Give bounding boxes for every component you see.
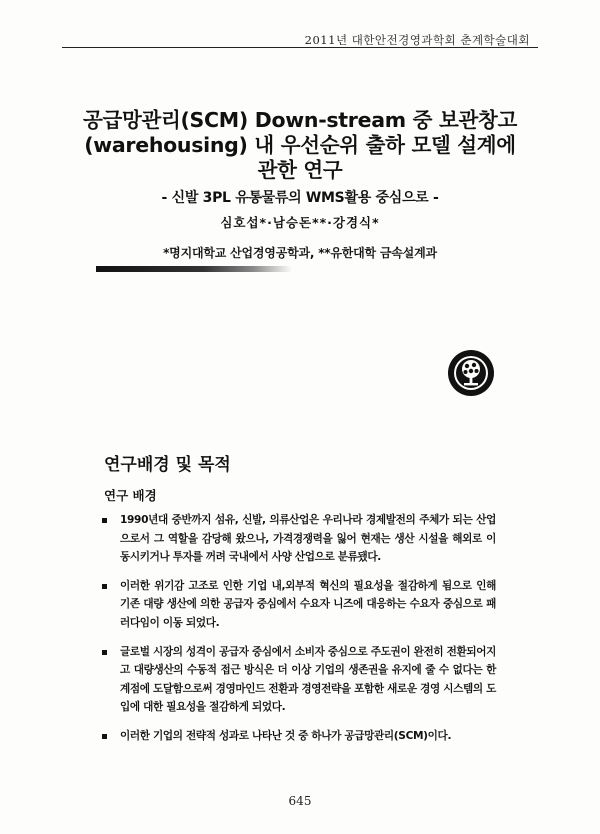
- title-line-3: 관한 연구: [257, 158, 343, 182]
- bullet-text: 글로벌 시장의 성격이 공급자 중심에서 소비자 중심으로 주도권이 완전히 전환되어지고 대량생산의 수동적 접근 방식은 더 이상 기업의 생존권을 유지에 줄 수 없다는 한계점에 도달함으로써 경영마인드 전환과 경영전략을 포함한 새로운 경영 시스템의 도입에 대한 필요성을 절감하게 되었다.: [120, 645, 496, 714]
- subtitle: - 신발 3PL 유통물류의 WMS활용 중심으로 -: [161, 190, 439, 206]
- bullet-marker: [102, 650, 107, 655]
- affiliations: *명지대학교 산업경영공학과, **유한대학 금속설계과: [163, 246, 437, 260]
- page-number: 645: [288, 794, 312, 808]
- title-line-1: 공급망관리(SCM) Down-stream 중 보관창고: [82, 108, 518, 132]
- title-block: [60, 108, 540, 207]
- bullet-marker: [102, 518, 107, 523]
- decorative-bar: [96, 266, 292, 272]
- bullet-marker: [102, 734, 107, 739]
- author-list: 심호섭*·남승돈**·강경식*: [220, 215, 380, 230]
- university-emblem-icon: [447, 349, 495, 397]
- bullet-text: 이러한 기업의 전략적 성과로 나타난 것 중 하나가 공급망관리(SCM)이다.: [120, 729, 452, 742]
- bullet-item: [100, 643, 496, 717]
- header-rule: [62, 47, 538, 48]
- sub-heading: 연구 배경: [104, 488, 157, 503]
- bullet-marker: [102, 584, 107, 589]
- bullet-text: 1990년대 중반까지 섬유, 신발, 의류산업은 우리나라 경제발전의 주체가 되는 산업으로서 그 역할을 감당해 왔으나, 가격경쟁력을 잃어 현재는 생산 시설을 해외로 이동시키거나 투자를 꺼려 국내에서 사양 산업으로 분류됐다.: [120, 514, 496, 564]
- bullet-item: [100, 511, 496, 567]
- title-line-2: (warehousing) 내 우선순위 출하 모델 설계에: [84, 133, 516, 157]
- bullet-item: [100, 577, 496, 633]
- bullet-text: 이러한 위기감 고조로 인한 기업 내,외부적 혁신의 필요성을 절감하게 됨으로 인해 기존 대량 생산에 의한 공급자 중심에서 수요자 니즈에 대응하는 수요자 중심으로 패러다임이 이동 되었다.: [120, 579, 496, 629]
- section-title: 연구배경 및 목적: [104, 455, 231, 475]
- running-header: 2011년 대한안전경영과학회 춘계학술대회: [304, 33, 530, 47]
- background-bullet-list: [100, 511, 496, 756]
- bullet-item: [100, 727, 496, 746]
